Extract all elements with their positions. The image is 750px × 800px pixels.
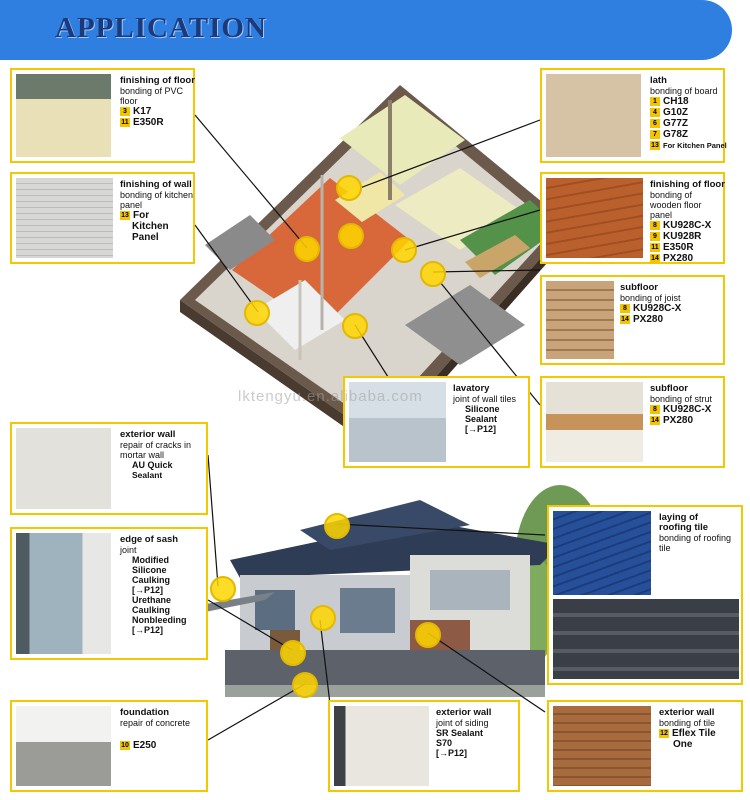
- hotspot-siding[interactable]: [292, 672, 318, 698]
- product-line: [→P12]: [465, 424, 497, 434]
- product-number-badge: 3: [120, 107, 130, 116]
- callout-category: foundation: [120, 707, 170, 718]
- product-name: PX280: [663, 415, 694, 426]
- product-name: G78Z: [663, 129, 689, 140]
- product-name: KU928C-X: [633, 303, 682, 314]
- product-item: [650, 140, 726, 151]
- product-line: Caulking: [132, 575, 171, 585]
- product-name: CH18: [663, 96, 689, 107]
- product-number-badge: 4: [650, 108, 660, 117]
- callout-subtitle: bonding of joist: [620, 293, 681, 303]
- callout-floor-wood: [540, 172, 725, 264]
- product-number-badge: 13: [651, 142, 659, 149]
- callout-lath: [540, 68, 725, 163]
- product-name: KU928C-X: [663, 220, 712, 231]
- product-number-badge: 1: [650, 97, 660, 106]
- product-item: [659, 728, 743, 739]
- product-number-badge: 7: [650, 130, 660, 139]
- product-item: [120, 117, 195, 128]
- product-number-badge: 6: [650, 119, 660, 128]
- product-line: Silicone: [465, 404, 500, 414]
- product-line: Silicone: [132, 565, 167, 575]
- product-line: Urethane: [132, 595, 172, 605]
- callout-category: finishing of floor: [120, 75, 195, 86]
- product-item: [650, 415, 726, 426]
- page-title: APPLICATION: [55, 12, 267, 44]
- product-item: [650, 118, 726, 129]
- hotspot-lath[interactable]: [336, 175, 362, 201]
- product-item: [620, 303, 724, 314]
- product-line: Panel: [132, 232, 159, 243]
- product-number-badge: 10: [121, 742, 129, 749]
- product-item: [650, 96, 726, 107]
- hotspot-ext-wall-repair[interactable]: [210, 576, 236, 602]
- product-name: For: [133, 210, 150, 221]
- product-line: Sealant: [465, 414, 498, 424]
- product-name: Eflex Tile: [672, 728, 716, 739]
- product-item: [650, 231, 726, 242]
- callout-category: exterior wall: [659, 707, 715, 718]
- lath-photo: [546, 74, 641, 157]
- hotspot-floor-wood[interactable]: [338, 223, 364, 249]
- product-number-badge: 8: [620, 304, 630, 313]
- sash-photo: [16, 533, 111, 654]
- siding-photo: [334, 706, 429, 786]
- callout-subtitle: bonding of roofing tile: [659, 533, 732, 553]
- product-line: Kitchen: [132, 221, 169, 232]
- floor-pvc-photo: [16, 74, 111, 157]
- product-number-badge: 12: [660, 730, 668, 737]
- callout-subfloor-strut: [540, 376, 725, 468]
- floor-wood-photo: [546, 178, 643, 258]
- product-item: [620, 314, 724, 325]
- callout-roof: [547, 505, 743, 685]
- callout-category: finishing of floor: [650, 179, 725, 190]
- watermark: lktengyu.en.alibaba.com: [238, 388, 423, 405]
- product-line: AU Quick: [132, 460, 173, 470]
- product-item: [650, 220, 726, 231]
- product-name: G10Z: [663, 107, 689, 118]
- callout-subtitle: joint: [120, 545, 137, 555]
- foundation-photo: [16, 706, 111, 786]
- product-item: [120, 740, 208, 751]
- product-line: S70: [436, 738, 453, 748]
- product-line: SR Sealant: [436, 728, 484, 738]
- callout-category: exterior wall: [436, 707, 492, 718]
- callout-subtitle: bonding of wooden floor panel: [650, 190, 702, 220]
- wall-kitchen-photo: [16, 178, 113, 258]
- house-illustration: [200, 480, 605, 700]
- callout-subtitle: bonding of PVC floor: [120, 86, 184, 106]
- callout-subtitle: bonding of tile: [659, 718, 716, 728]
- product-name: G77Z: [663, 118, 689, 129]
- product-number-badge: 8: [650, 405, 660, 414]
- callout-category: exterior wall: [120, 429, 176, 440]
- product-item: [650, 242, 726, 253]
- callout-category: lavatory: [453, 383, 490, 394]
- hotspot-foundation[interactable]: [280, 640, 306, 666]
- callout-category: subfloor: [650, 383, 688, 394]
- callout-subtitle: bonding of kitchen panel: [120, 190, 194, 210]
- product-name: PX280: [633, 314, 664, 325]
- product-item: [650, 404, 726, 415]
- product-name: E350R: [663, 242, 694, 253]
- callout-category: laying of: [659, 512, 699, 523]
- product-number-badge: 14: [651, 255, 659, 262]
- subfloor-joist-photo: [546, 281, 614, 359]
- product-line: Caulking: [132, 605, 171, 615]
- product-name: K17: [133, 106, 152, 117]
- roof-photo-top: [553, 511, 651, 595]
- product-line: One: [673, 739, 693, 750]
- callout-category-line2: roofing tile: [659, 522, 709, 533]
- product-item: [650, 107, 726, 118]
- product-item: [650, 253, 726, 264]
- callout-subtitle: bonding of strut: [650, 394, 713, 404]
- hotspot-wall-kitchen[interactable]: [244, 300, 270, 326]
- product-line: [→P12]: [436, 748, 468, 758]
- product-item: [120, 210, 195, 221]
- product-item: [120, 106, 195, 117]
- callout-category: edge of sash: [120, 534, 179, 545]
- product-name: PX280: [663, 253, 694, 264]
- product-item: [650, 129, 726, 140]
- product-line: [→P12]: [132, 625, 164, 635]
- callout-subtitle: joint of siding: [436, 718, 489, 728]
- product-number-badge: 14: [651, 417, 659, 424]
- product-number-badge: 9: [650, 232, 660, 241]
- product-name: E350R: [133, 117, 164, 128]
- product-number-badge: 14: [621, 316, 629, 323]
- callout-floor-pvc: [10, 68, 195, 163]
- callout-category: finishing of wall: [120, 179, 192, 190]
- callout-category: lath: [650, 75, 667, 86]
- hotspot-sash[interactable]: [310, 605, 336, 631]
- product-line: [→P12]: [132, 585, 164, 595]
- callout-foundation: [10, 700, 208, 792]
- tile-photo: [553, 706, 651, 786]
- hotspot-subfloor-joist[interactable]: [391, 237, 417, 263]
- product-line: Modified: [132, 555, 169, 565]
- hotspot-tile[interactable]: [415, 622, 441, 648]
- callout-subtitle: repair of cracks in mortar wall: [120, 440, 192, 460]
- roof-photo-bottom: [553, 599, 739, 679]
- callout-tile: [547, 700, 743, 792]
- product-number-badge: 13: [121, 212, 129, 219]
- product-line: Sealant: [132, 470, 163, 480]
- hotspot-floor-pvc[interactable]: [294, 236, 320, 262]
- callout-category: subfloor: [620, 282, 658, 293]
- product-number-badge: 11: [121, 119, 129, 126]
- callout-siding: [328, 700, 520, 792]
- product-number-badge: 8: [650, 221, 660, 230]
- callout-wall-kitchen: [10, 172, 195, 264]
- product-line: Nonbleeding: [132, 615, 187, 625]
- hotspot-roof[interactable]: [324, 513, 350, 539]
- callout-subtitle: joint of wall tiles: [453, 394, 517, 404]
- product-number-badge: 11: [651, 244, 659, 251]
- callout-subtitle: bonding of board: [650, 86, 718, 96]
- ext-wall-repair-photo: [16, 428, 111, 509]
- hotspot-lavatory[interactable]: [342, 313, 368, 339]
- product-name: KU928C-X: [663, 404, 712, 415]
- product-name: KU928R: [663, 231, 702, 242]
- callout-sash: [10, 527, 208, 660]
- hotspot-subfloor-strut[interactable]: [420, 261, 446, 287]
- product-name: For Kitchen Panel: [663, 141, 727, 150]
- product-name: E250: [133, 740, 157, 751]
- callout-subfloor-joist: [540, 275, 725, 365]
- subfloor-strut-photo: [546, 382, 643, 462]
- callout-subtitle: repair of concrete: [120, 718, 191, 728]
- callout-ext-wall-repair: [10, 422, 208, 515]
